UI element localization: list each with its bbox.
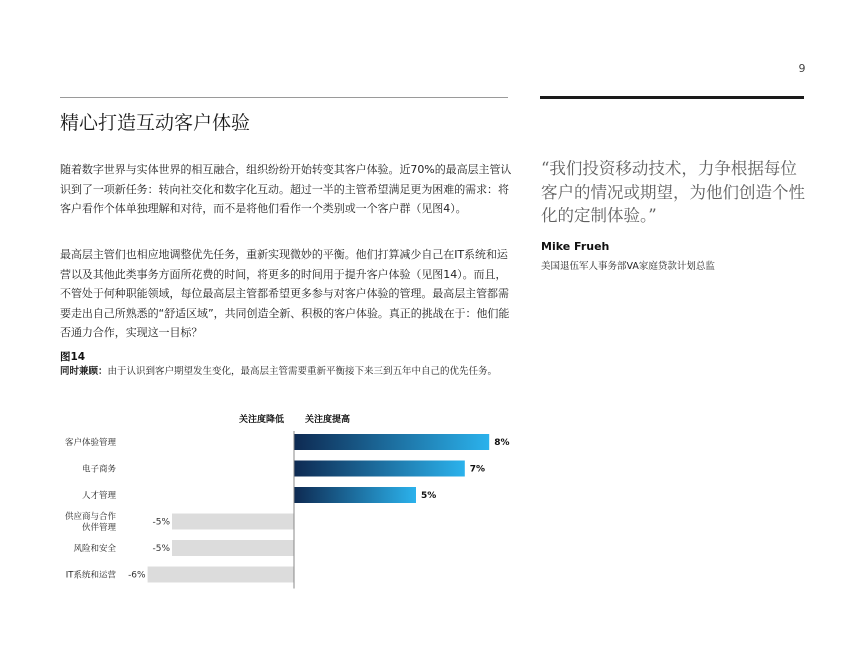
bar-4 [172,514,294,530]
title-rule [60,97,508,98]
figure-caption-text: 由于认识到客户期望发生变化，最高层主管需要重新平衡接下来三到五年中自己的优先任务。 [107,366,498,377]
quote-author: Mike Frueh [541,240,610,253]
body-paragraph-1: 随着数字世界与实体世界的相互融合，组织纷纷开始转变其客户体验。近70%的最高层主管认识到了一项新任务：转向社交化和数字化互动。超过一半的主管希望满足更为困难的需求：将客户看作个体单独理解和对待，而不是将他们看作一个类别或一个客户群（见图4）。 [60,163,512,215]
category-label-3-line-1: 人才管理 [81,491,116,501]
category-label-5-line-1: 风险和安全 [73,544,116,554]
category-label-3 [82,490,117,501]
chart-header-negative: 关注度降低 [238,415,284,425]
category-label-4-line-1: 供应商与合作 [64,512,116,522]
bar-3 [294,487,416,503]
page-number: 9 [798,62,806,75]
quote-rule [540,96,804,99]
figure-label: 图14 [60,351,86,363]
bar-6 [148,567,294,583]
category-label-2-line-1: 电子商务 [81,464,116,475]
figure-caption-lead: 同时兼顾： [60,366,108,377]
category-label-1-line-1: 客户体验管理 [64,438,116,448]
pull-quote: “我们投资移动技术，力争根据每位客户的情况或期望，为他们创造个性化的定制体验。” [541,159,805,225]
page-title: 精心打造互动客户体验 [60,112,251,134]
value-label-6: -6% [128,570,146,581]
value-label-4: -5% [152,517,170,528]
body-paragraph-2: 最高层主管们也相应地调整优先任务，重新实现微妙的平衡。他们打算减少自己在IT系统和运营以及其他此类事务方面所花费的时间，将更多的时间用于提升客户体验（见图14）。而且，不管处于何种职能领域，每位最高层主管都希望更多参与对客户体验的管理。最高层主管都需要走出自己所熟悉的“舒适区域”，共同创造全新、积极的客户体验。真正的挑战在于：他们能否通力合作，实现这一目标？ [60,248,510,339]
category-label-6-line-1: IT系统和运营 [65,570,116,581]
chart-header-positive: 关注度提高 [305,415,351,425]
category-label-2 [82,464,117,475]
value-label-2: 7% [469,464,486,475]
quote-author-title: 美国退伍军人事务部VA家庭贷款计划总监 [541,261,715,272]
category-label-5 [73,543,116,554]
bar-1 [294,434,489,450]
value-label-1: 8% [494,438,510,448]
bar-5 [172,540,294,556]
value-label-3: 5% [421,491,437,501]
bar-2 [294,461,465,477]
category-label-4 [65,511,117,533]
value-label-5: -5% [152,544,170,554]
category-label-1 [65,437,117,448]
priority-shift-chart [0,400,520,590]
category-label-4-line-2: 伙伴管理 [81,523,116,533]
category-label-6 [66,570,117,581]
figure-caption [60,364,512,379]
